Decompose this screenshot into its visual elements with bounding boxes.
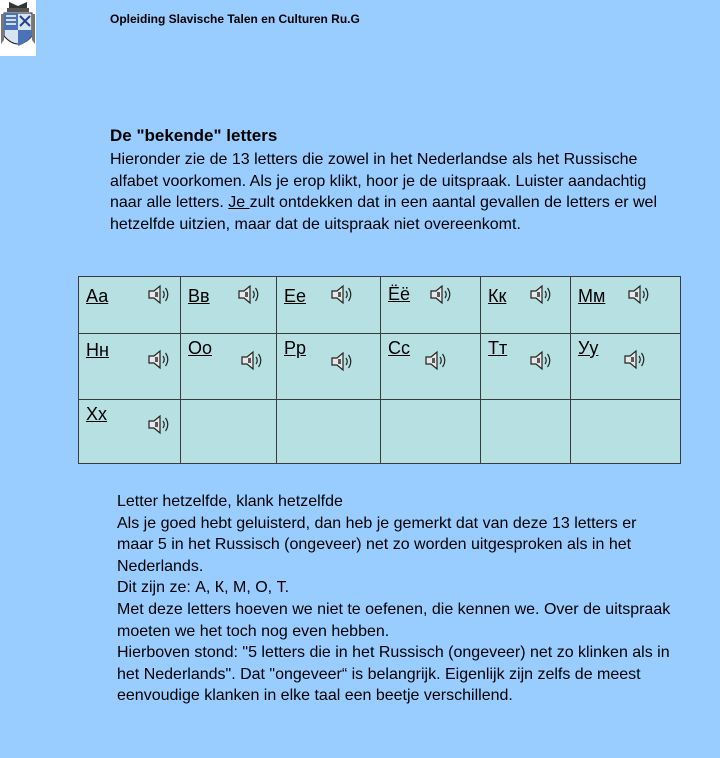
letter-link-u[interactable]: Уу [578,338,599,358]
letter-cell [381,277,481,334]
letter-link-v[interactable]: Вв [188,286,210,306]
summary-paragraph: Met deze letters hoeven we niet te oefenen, die kennen we. Over de uitspraak moeten we het toch nog even hebben. [117,600,671,640]
letter-cell [277,277,381,334]
letter-link-r[interactable]: Рр [284,338,307,358]
section-title: De "bekende" letters [110,126,278,145]
letter-cell [79,277,181,334]
speaker-icon[interactable] [146,283,171,306]
letter-cell [79,334,181,400]
letter-link-m[interactable]: Мм [578,286,606,306]
summary-heading: Letter hetzelfde, klank hetzelfde [117,493,343,510]
speaker-icon[interactable] [622,348,647,371]
summary-section [117,491,677,707]
speaker-icon[interactable] [236,283,261,306]
letter-cell [181,277,277,334]
speaker-icon[interactable] [528,283,553,306]
letter-link-n[interactable]: Нн [86,340,109,360]
speaker-icon[interactable] [146,413,171,436]
speaker-icon[interactable] [146,348,171,371]
letter-cell [181,334,277,400]
letter-table [78,276,681,464]
speaker-icon[interactable] [329,283,354,306]
speaker-icon[interactable] [626,283,651,306]
speaker-icon[interactable] [239,349,264,372]
letter-link-a[interactable]: Аа [86,286,109,306]
intro-paragraph [110,149,670,235]
letter-cell [571,277,681,334]
letter-link-kh[interactable]: Хх [86,404,108,424]
speaker-icon[interactable] [423,349,448,372]
empty-cell [381,400,481,464]
letter-cell [381,334,481,400]
intro-text: Hieronder zie de 13 letters die zowel in het Nederlandse als het Russische alfabet voorkomen. Als je erop klikt, hoor je de uitspraak. Luister aandachtig naar alle letters. [110,151,647,212]
speaker-icon[interactable] [329,350,354,373]
letter-link-s[interactable]: Сс [388,338,410,358]
speaker-icon[interactable] [528,349,553,372]
speaker-icon[interactable] [428,283,453,306]
letter-cell [79,400,181,464]
letter-cell [277,334,381,400]
empty-cell [277,400,381,464]
letter-cell [481,334,571,400]
summary-paragraph: Hierboven stond: "5 letters die in het Russisch (ongeveer) net zo klinken als in het Nederlands". Dat "ongeveer“ is belangrijk. Eigenlijk zijn zelfs de meest eenvoudige klanken in elke taal een beetje verschillend. [117,644,670,705]
empty-cell [481,400,571,464]
letter-cell [571,334,681,400]
intro-text-end: zult ontdekken dat in een aantal gevallen de letters er wel hetzelfde uitzien, maar dat de uitspraak niet overeenkomt. [110,194,657,233]
letter-cell [481,277,571,334]
letter-link-o[interactable]: Оо [188,338,213,358]
letter-link-k[interactable]: Кк [488,286,507,306]
letter-link-ye[interactable]: Ее [284,286,307,306]
letter-link-yo[interactable]: Ёё [388,284,411,304]
letter-link-t[interactable]: Тт [488,338,508,358]
intro-underlined-text: Je [228,194,250,212]
page-header-title: Opleiding Slavische Talen en Culturen Ru.G [110,12,360,26]
summary-paragraph: Dit zijn ze: А, К, М, О, Т. [117,579,290,597]
empty-cell [181,400,277,464]
summary-paragraph: Als je goed hebt geluisterd, dan heb je gemerkt dat van deze 13 letters er maar 5 in het Russisch (ongeveer) net zo worden uitgesproken als in het Nederlands. [117,514,637,575]
empty-cell [571,400,681,464]
coat-of-arms-logo [0,0,36,56]
